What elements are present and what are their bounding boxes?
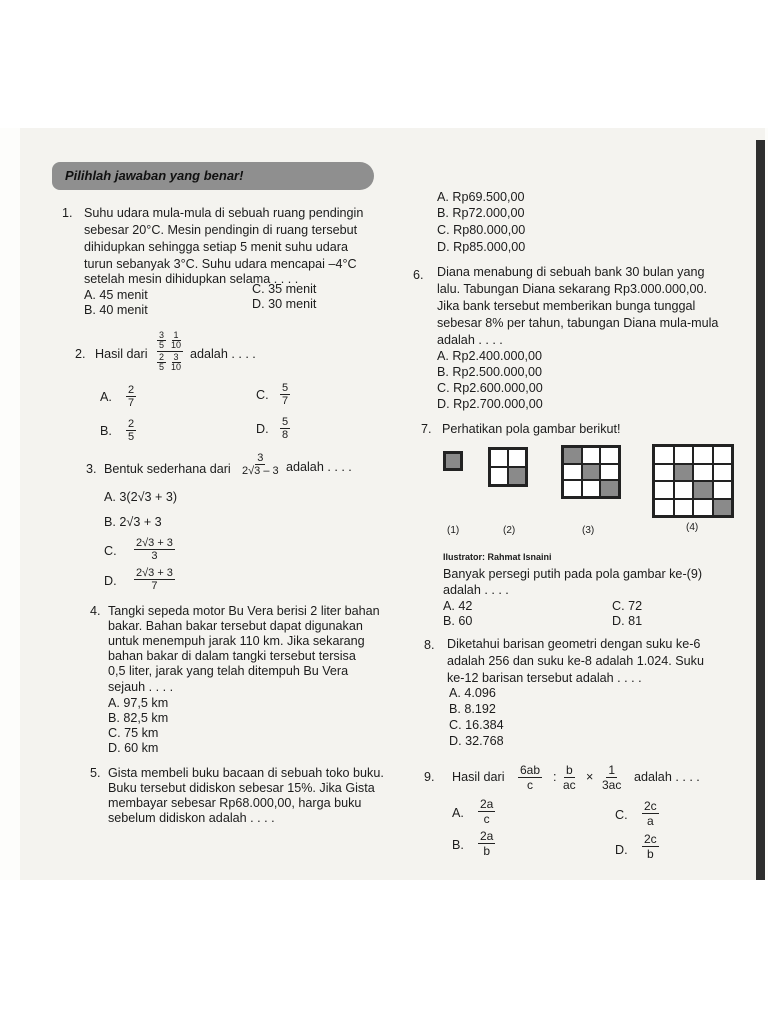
pattern-cell-shaded <box>693 481 713 499</box>
pattern-cell-shaded <box>713 499 733 517</box>
pattern-cell <box>674 446 694 464</box>
pattern-cell <box>600 447 619 464</box>
q2-number: 2. <box>75 347 86 361</box>
q4-line-3: untuk menempuh jarak 110 km. Jika sekarang <box>108 634 365 648</box>
q1-option-b: B. 40 menit <box>84 303 148 317</box>
q9-operator-divide: : <box>553 770 557 784</box>
q2-compound-fraction <box>157 331 183 372</box>
q6-line-1: Diana menabung di sebuah bank 30 bulan yang <box>437 265 705 279</box>
q2-frac-3: $\frac{2}{5}$ <box>159 352 165 372</box>
q9-option-d-label: D. <box>615 843 628 857</box>
q3-option-d-value: $\frac{2√3 + 3}{7}$ <box>136 567 173 592</box>
q3-option-a: A. 3(2√3 + 3) <box>104 490 178 504</box>
q3-option-c-value: $\frac{2√3 + 3}{3}$ <box>136 537 173 562</box>
q5-line-1: Gista membeli buku bacaan di sebuah toko buku. <box>108 766 384 780</box>
q1-line-4: turun sebanyak 3°C. Suhu udara mencapai –4°C <box>84 257 357 271</box>
q5-option-d: D. Rp85.000,00 <box>437 240 526 254</box>
q4-number: 4. <box>90 604 101 618</box>
q5-line-2: Buku tersebut didiskon sebesar 15%. Jika Gista <box>108 781 375 795</box>
pattern-label-2: (2) <box>503 525 516 536</box>
q8-option-b: B. 8.192 <box>449 702 496 716</box>
pattern-label-3: (3) <box>582 525 595 536</box>
pattern-cell <box>713 446 733 464</box>
q5-option-b: B. Rp72.000,00 <box>437 206 525 220</box>
q3-prefix: Bentuk sederhana dari <box>104 462 231 476</box>
q9-option-b-value: $\frac{2a}{b}$ <box>480 829 494 858</box>
q7-option-a: A. 42 <box>443 599 473 613</box>
pattern-cell <box>693 446 713 464</box>
pattern-label-1: (1) <box>447 525 460 536</box>
q9-prefix: Hasil dari <box>452 770 505 784</box>
pattern-cell <box>693 464 713 482</box>
scan-margin-bottom <box>0 880 768 1024</box>
pattern-2 <box>488 447 528 487</box>
pattern-cell <box>713 464 733 482</box>
binding-edge <box>756 140 765 880</box>
pattern-cell <box>490 467 508 485</box>
scan-margin-top <box>0 0 768 128</box>
q8-option-d: D. 32.768 <box>449 734 504 748</box>
q1-option-d: D. 30 menit <box>252 297 317 311</box>
q8-line-1: Diketahui barisan geometri dengan suku ke-6 <box>447 637 701 651</box>
q5-option-c: C. Rp80.000,00 <box>437 223 526 237</box>
q6-option-c: C. Rp2.600.000,00 <box>437 381 543 395</box>
q9-number: 9. <box>424 770 435 784</box>
q1-line-5: setelah mesin dihidupkan selama . . . . <box>84 272 299 286</box>
q3-number: 3. <box>86 462 97 476</box>
q5-line-3: membayar sebesar Rp68.000,00, harga buku <box>108 796 362 810</box>
pattern-cell <box>600 464 619 481</box>
q3-fraction: $\frac{3}{2√3 - 3}$ <box>242 452 279 477</box>
pattern-cell <box>654 481 674 499</box>
q9-fraction-1: $\frac{6ab}{c}$ <box>520 763 541 792</box>
illustrator-credit: Ilustrator: Rahmat Isnaini <box>443 552 552 562</box>
pattern-cell <box>654 464 674 482</box>
q3-option-d-label: D. <box>104 574 117 588</box>
pattern-cell-shaded <box>508 467 526 485</box>
instruction-text: Pilihlah jawaban yang benar! <box>65 168 244 183</box>
q2-option-c-label: C. <box>256 388 269 402</box>
q7-question-1: Banyak persegi putih pada pola gambar ke-(9) <box>443 567 703 581</box>
q9-option-a-value: $\frac{2a}{c}$ <box>480 797 494 826</box>
q6-option-b: B. Rp2.500.000,00 <box>437 365 543 379</box>
q5-number: 5. <box>90 766 101 780</box>
q9-option-c-label: C. <box>615 808 628 822</box>
q7-number: 7. <box>421 422 432 436</box>
q6-option-a: A. Rp2.400.000,00 <box>437 349 543 363</box>
q6-line-3: Jika bank tersebut memberikan bunga tunggal <box>437 299 696 313</box>
q8-option-a: A. 4.096 <box>449 686 496 700</box>
q7-text: Perhatikan pola gambar berikut! <box>442 422 621 436</box>
q7-option-c: C. 72 <box>612 599 643 613</box>
q2-option-a-value: $\frac{2}{7}$ <box>128 384 135 409</box>
q2-frac-2: $\frac{1}{10}$ <box>171 330 182 350</box>
instruction-banner <box>52 162 374 190</box>
pattern-label-4: (4) <box>686 522 699 533</box>
q1-line-1: Suhu udara mula-mula di sebuah ruang pendingin <box>84 206 364 220</box>
q3-suffix: adalah . . . . <box>286 460 352 474</box>
q7-question-2: adalah . . . . <box>443 583 509 597</box>
q4-line-4: bahan bakar di dalam tangki tersebut tersisa <box>108 649 356 663</box>
q9-option-b-label: B. <box>452 838 464 852</box>
q8-line-3: ke-12 barisan tersebut adalah . . . . <box>447 671 642 685</box>
q2-suffix: adalah . . . . <box>190 347 256 361</box>
pattern-cell <box>654 446 674 464</box>
q2-option-d-label: D. <box>256 422 269 436</box>
q2-option-d-value: $\frac{5}{8}$ <box>282 416 289 441</box>
q4-line-5: 0,5 liter, jarak yang telah ditempuh Bu Vera <box>108 664 349 678</box>
q6-line-2: lalu. Tabungan Diana sekarang Rp3.000.000,00. <box>437 282 708 296</box>
q8-number: 8. <box>424 638 435 652</box>
q1-line-3: dihidupkan sehingga setiap 5 menit suhu udara <box>84 240 348 254</box>
q9-suffix: adalah . . . . <box>634 770 700 784</box>
q4-option-a: A. 97,5 km <box>108 696 169 710</box>
pattern-cell-shaded <box>445 453 461 469</box>
q8-line-2: adalah 256 dan suku ke-8 adalah 1.024. Suku <box>447 654 704 668</box>
pattern-cell-shaded <box>674 464 694 482</box>
q4-line-1: Tangki sepeda motor Bu Vera berisi 2 liter bahan <box>108 604 380 618</box>
q7-option-b: B. 60 <box>443 614 473 628</box>
q6-number: 6. <box>413 268 424 282</box>
q4-option-c: C. 75 km <box>108 726 159 740</box>
q9-operator-multiply: × <box>586 770 594 784</box>
q2-frac-1: $\frac{3}{5}$ <box>159 330 165 350</box>
q3-option-b: B. 2√3 + 3 <box>104 515 162 529</box>
q2-option-b-label: B. <box>100 424 112 438</box>
pattern-cell-shaded <box>563 447 582 464</box>
q4-line-6: sejauh . . . . <box>108 680 174 694</box>
q9-fraction-2: $\frac{b}{ac}$ <box>563 763 576 792</box>
q4-option-b: B. 82,5 km <box>108 711 169 725</box>
pattern-cell-shaded <box>600 480 619 497</box>
pattern-cell-shaded <box>582 464 601 481</box>
pattern-cell <box>713 481 733 499</box>
q4-line-2: bakar. Bahan bakar tersebut dapat digunakan <box>108 619 363 633</box>
pattern-cell <box>693 499 713 517</box>
pattern-cell <box>563 480 582 497</box>
q2-option-c-value: $\frac{5}{7}$ <box>282 382 289 407</box>
pattern-cell <box>490 449 508 467</box>
q7-option-d: D. 81 <box>612 614 643 628</box>
q1-option-c: C. 35 menit <box>252 282 317 296</box>
q4-option-d: D. 60 km <box>108 741 159 755</box>
pattern-cell <box>674 481 694 499</box>
q5-line-4: sebelum didiskon adalah . . . . <box>108 811 275 825</box>
pattern-1 <box>443 451 463 471</box>
pattern-cell <box>582 447 601 464</box>
q2-prefix: Hasil dari <box>95 347 148 361</box>
q5-option-a: A. Rp69.500,00 <box>437 190 525 204</box>
pattern-cell <box>508 449 526 467</box>
q1-line-2: sebesar 20°C. Mesin pendingin di ruang tersebut <box>84 223 358 237</box>
pattern-cell <box>674 499 694 517</box>
q2-option-a-label: A. <box>100 390 112 404</box>
q8-option-c: C. 16.384 <box>449 718 504 732</box>
q9-fraction-3: $\frac{1}{3ac}$ <box>602 763 622 792</box>
q6-line-5: adalah . . . . <box>437 333 503 347</box>
q1-number: 1. <box>62 206 73 220</box>
q9-option-c-value: $\frac{2c}{a}$ <box>644 799 657 828</box>
pattern-3 <box>561 445 621 499</box>
pattern-cell <box>582 480 601 497</box>
pattern-4 <box>652 444 734 518</box>
q9-option-d-value: $\frac{2c}{b}$ <box>644 832 657 861</box>
q6-option-d: D. Rp2.700.000,00 <box>437 397 543 411</box>
pattern-cell <box>654 499 674 517</box>
q9-option-a-label: A. <box>452 806 464 820</box>
pattern-cell <box>563 464 582 481</box>
q2-frac-4: $\frac{3}{10}$ <box>171 352 182 372</box>
q3-option-c-label: C. <box>104 544 117 558</box>
q1-option-a: A. 45 menit <box>84 288 148 302</box>
q6-line-4: sebesar 8% per tahun, tabungan Diana mula-mula <box>437 316 719 330</box>
q2-option-b-value: $\frac{2}{5}$ <box>128 418 135 443</box>
